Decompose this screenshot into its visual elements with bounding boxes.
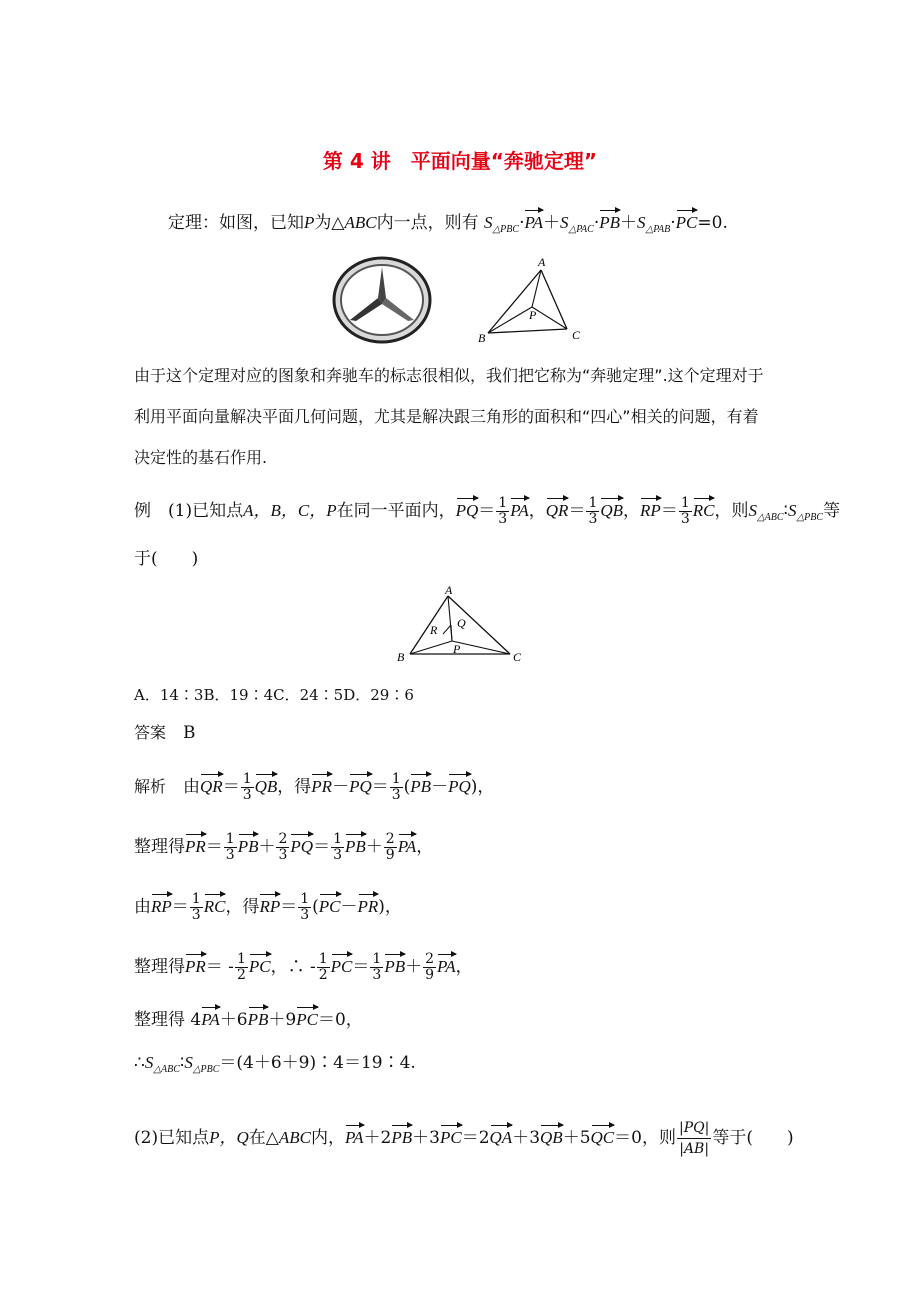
- point-p: P: [304, 213, 315, 232]
- area-sub-pbc: △PBC: [492, 224, 520, 235]
- triangle-abc: ABC: [344, 213, 377, 232]
- fraction-one-third: $\frac{1}{3}$: [588, 495, 598, 527]
- area-sub-pab: △PAB: [645, 224, 671, 235]
- label-c: C: [572, 328, 581, 342]
- solution-line-5: 整理得 4PA＋6PB＋9PC＝0，: [134, 1005, 363, 1031]
- vector-pc: PC: [676, 208, 698, 234]
- example-1-line2: 于( ): [134, 549, 199, 569]
- fraction-one-third: $\frac{1}{3}$: [498, 495, 508, 527]
- label-r: R: [430, 623, 438, 637]
- page-title: 第 4 讲 平面向量“奔驰定理”: [322, 149, 598, 173]
- example-1-statement: 例 (1)已知点A，B，C，P在同一平面内，PQ＝ $\frac{1}{3}$ PA，QR＝ $\frac{1}{3}$ QB，RP＝ $\frac{1}{3}$ RC，则$S_{\triangle ABC}∶S_{\triangle PBC}$等: [134, 495, 841, 527]
- example-2-statement: (2)已知点P，Q在△ABC内，PA＋2PB＋3PC＝2QA＋3QB＋5QC＝0，则 $\frac{|PQ|}{|AB|}$ 等于( ): [134, 1120, 794, 1157]
- vector-pb: PB: [599, 208, 620, 234]
- vector-rp: RP: [640, 496, 661, 522]
- answer-label: 答案: [134, 723, 167, 742]
- label-b: B: [478, 331, 486, 345]
- answer-value: B: [183, 723, 196, 743]
- solution-line-1: 解析 由QR＝ $\frac{1}{3}$ QB，得PR－PQ＝ $\frac{1}{3}$ (PB－PQ)，: [134, 771, 495, 803]
- theorem-prefix: 定理：如图，已知: [168, 213, 304, 233]
- label-p: P: [453, 642, 461, 656]
- label-a: A: [445, 584, 453, 597]
- vector-pa: PA: [524, 208, 543, 234]
- benz-logo-figure: [330, 255, 434, 345]
- label-a: A: [538, 255, 546, 269]
- vector-pq: PQ: [456, 496, 479, 522]
- solution-label: 解析: [134, 777, 167, 796]
- example-mid: 在同一平面内，: [336, 501, 456, 521]
- area-sub-pac: △PAC: [568, 224, 594, 235]
- triangle-figure-1: [470, 255, 590, 347]
- example-prefix: 例 (1)已知点: [134, 501, 244, 521]
- paragraph-line: 利用平面向量解决平面几何问题，尤其是解决跟三角形的面积和“四心”相关的问题，有着: [134, 407, 759, 426]
- area-symbol: S: [483, 213, 493, 232]
- paragraph-line: 由于这个定理对应的图象和奔驰车的标志很相似，我们把它称为“奔驰定理”.这个定理对于: [134, 366, 764, 385]
- label-b: B: [397, 650, 405, 664]
- triangle-figure-2: [394, 584, 528, 668]
- theorem-end: =0.: [697, 213, 728, 233]
- theorem-inside: 内一点，则有: [376, 213, 479, 233]
- area-symbol: S: [637, 213, 646, 232]
- example-points: A，B，C，P: [243, 501, 337, 520]
- label-c: C: [513, 650, 522, 664]
- answer-options: A．14∶3B．19∶4C．24∶5D．29∶6: [134, 686, 414, 704]
- vector-qb: QB: [600, 496, 623, 522]
- solution-line-2: 整理得PR＝ $\frac{1}{3}$ PB＋ $\frac{2}{3}$ PQ＝ $\frac{1}{3}$ PB＋ $\frac{2}{9}$ PA，: [134, 831, 434, 863]
- theorem-mid: 为△: [314, 213, 345, 233]
- vector-pa: PA: [510, 496, 529, 522]
- fraction-pq-over-ab: $\frac{|PQ|}{|AB|}$: [678, 1120, 710, 1157]
- fraction-one-third: $\frac{1}{3}$: [680, 495, 690, 527]
- label-p: P: [529, 308, 537, 322]
- solution-line-4: 整理得PR＝ - $\frac{1}{2}$ PC，∴ - $\frac{1}{2}$ PC＝ $\frac{1}{3}$ PB＋ $\frac{2}{9}$ PA，: [134, 951, 473, 983]
- vector-rc: RC: [693, 496, 715, 522]
- paragraph-line: 决定性的基石作用.: [134, 448, 268, 467]
- vector-pr: PR: [311, 772, 332, 798]
- answer-line: [134, 722, 196, 744]
- label-q: Q: [457, 616, 466, 630]
- solution-line-3: 由RP＝ $\frac{1}{3}$ RC，得RP＝ $\frac{1}{3}$ (PC－PR)，: [134, 891, 402, 923]
- vector-qr: QR: [546, 496, 569, 522]
- theorem-statement: 定理：如图，已知P为△ABC内一点，则有 $S_{\triangle PBC}\cdot PA+S_{\triangle PAC}\cdot PB+S_{\triangle PAB}\cdot PC=0$.: [168, 208, 728, 241]
- solution-line-6: $\therefore S_{\triangle ABC}∶S_{\triangle PBC}=(4+6+9)∶4=19∶4$.: [134, 1053, 416, 1075]
- area-symbol: S: [560, 213, 569, 232]
